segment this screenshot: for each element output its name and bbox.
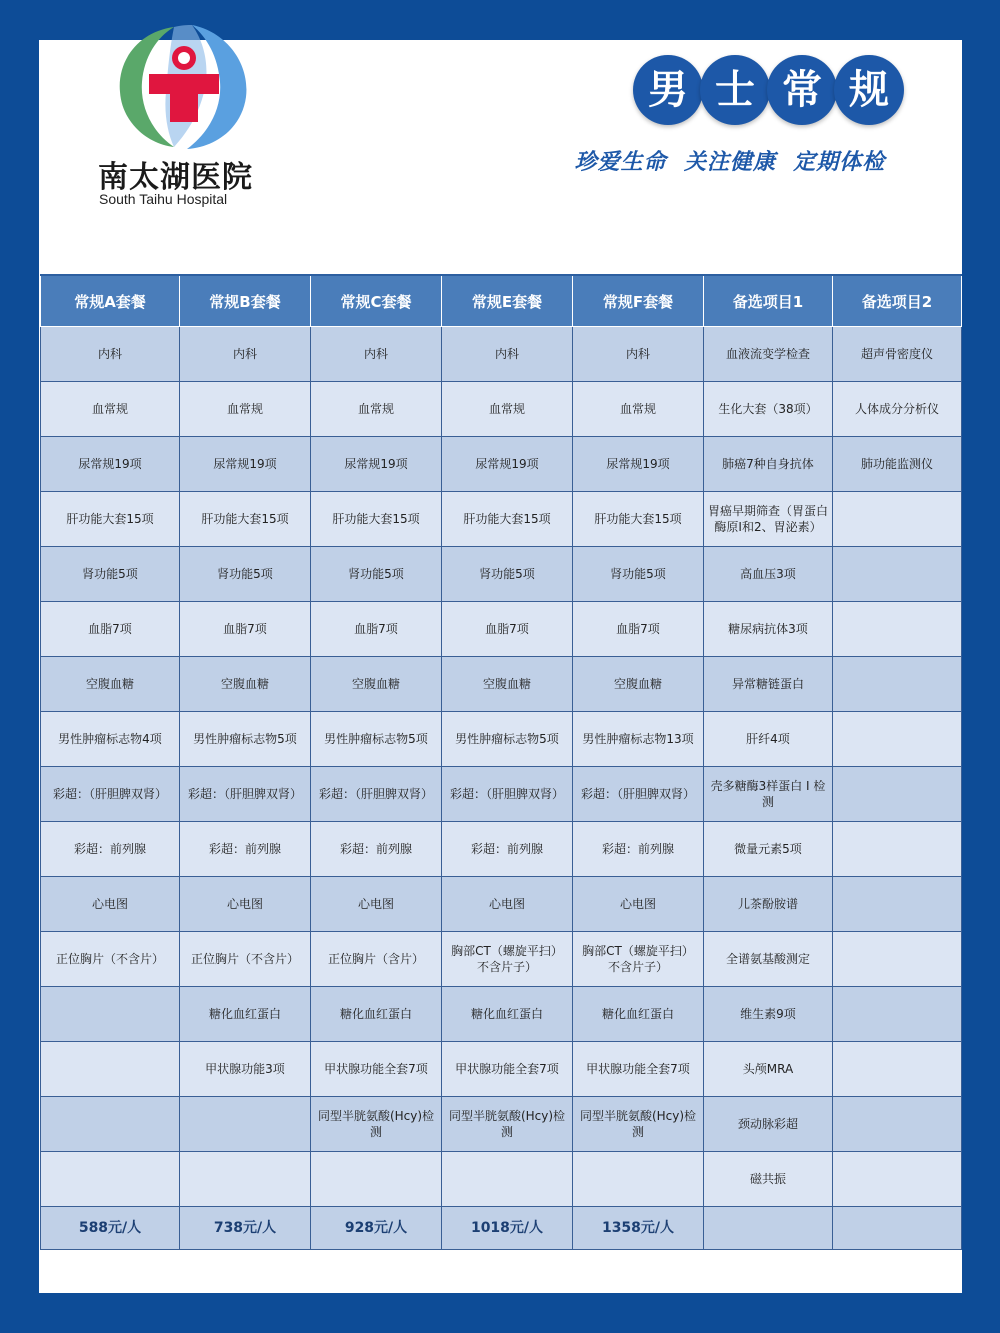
table-row (41, 712, 962, 767)
table-cell: 内科 (573, 327, 704, 382)
table-row (41, 382, 962, 437)
table-cell: 甲状腺功能全套7项 (311, 1042, 442, 1097)
table-cell: 糖化血红蛋白 (180, 987, 311, 1042)
table-cell: 壳多糖酶3样蛋白 I 检测 (704, 767, 833, 822)
table-row (41, 877, 962, 932)
table-row (41, 822, 962, 877)
table-cell: 血常规 (573, 382, 704, 437)
table-cell: 血液流变学检查 (704, 327, 833, 382)
table-cell: 血脂7项 (311, 602, 442, 657)
table-cell (180, 1152, 311, 1207)
title-char-1: 男 (633, 55, 703, 125)
table-cell: 内科 (442, 327, 573, 382)
slogan: 珍爱生命 关注健康 定期体检 (574, 150, 886, 175)
header-package-f: 常规F套餐 (573, 275, 704, 327)
table-row (41, 492, 962, 547)
table-cell: 血常规 (442, 382, 573, 437)
table-cell (833, 877, 962, 932)
table-cell: 尿常规19项 (41, 437, 180, 492)
table-cell: 男性肿瘤标志物4项 (41, 712, 180, 767)
table-cell: 肝功能大套15项 (573, 492, 704, 547)
table-cell: 尿常规19项 (573, 437, 704, 492)
header-optional-2: 备选项目2 (833, 275, 962, 327)
table-cell (833, 1097, 962, 1152)
table-cell (442, 1152, 573, 1207)
hospital-name-en: South Taihu Hospital (99, 191, 228, 207)
table-cell: 甲状腺功能3项 (180, 1042, 311, 1097)
table-cell (833, 822, 962, 877)
table-cell: 彩超：前列腺 (311, 822, 442, 877)
table-cell: 心电图 (41, 877, 180, 932)
table-cell: 肺功能监测仪 (833, 437, 962, 492)
table-row (41, 1042, 962, 1097)
table-cell: 肝功能大套15项 (442, 492, 573, 547)
table-row (41, 987, 962, 1042)
table-cell: 超声骨密度仪 (833, 327, 962, 382)
table-cell: 内科 (180, 327, 311, 382)
table-cell: 内科 (311, 327, 442, 382)
table-cell: 异常糖链蛋白 (704, 657, 833, 712)
table-cell: 同型半胱氨酸(Hcy)检测 (573, 1097, 704, 1152)
table-row (41, 1097, 962, 1152)
table-row (41, 932, 962, 987)
table-cell: 彩超：（肝胆脾双肾） (41, 767, 180, 822)
table-cell: 甲状腺功能全套7项 (573, 1042, 704, 1097)
table-cell: 胸部CT（螺旋平扫）不含片子） (573, 932, 704, 987)
table-cell (573, 1152, 704, 1207)
table-cell: 生化大套（38项） (704, 382, 833, 437)
table-cell (833, 602, 962, 657)
table-cell: 彩超：前列腺 (442, 822, 573, 877)
table-row (41, 1152, 962, 1207)
table-cell: 甲状腺功能全套7项 (442, 1042, 573, 1097)
table-cell: 彩超：（肝胆脾双肾） (573, 767, 704, 822)
table-cell: 血常规 (180, 382, 311, 437)
hospital-cross-logo-icon (112, 22, 252, 152)
table-cell: 肾功能5项 (180, 547, 311, 602)
table-cell: 空腹血糖 (573, 657, 704, 712)
table-cell: 血常规 (41, 382, 180, 437)
table-cell: 肝功能大套15项 (180, 492, 311, 547)
table-header-row (41, 275, 962, 327)
table-cell: 颈动脉彩超 (704, 1097, 833, 1152)
table-row (41, 767, 962, 822)
table-cell (41, 1042, 180, 1097)
table-cell: 同型半胱氨酸(Hcy)检测 (442, 1097, 573, 1152)
table-cell: 血常规 (311, 382, 442, 437)
price-cell (704, 1207, 833, 1250)
table-cell: 高血压3项 (704, 547, 833, 602)
table-cell: 男性肿瘤标志物13项 (573, 712, 704, 767)
price-cell: 738元/人 (180, 1207, 311, 1250)
table-cell: 全谱氨基酸测定 (704, 932, 833, 987)
table-cell (833, 657, 962, 712)
table-cell: 肝纤4项 (704, 712, 833, 767)
table-cell: 心电图 (180, 877, 311, 932)
table-cell (833, 1152, 962, 1207)
table-cell (180, 1097, 311, 1152)
table-cell: 彩超：（肝胆脾双肾） (442, 767, 573, 822)
table-cell: 儿茶酚胺谱 (704, 877, 833, 932)
table-row (41, 327, 962, 382)
table-cell (833, 492, 962, 547)
table-row (41, 437, 962, 492)
header-package-c: 常规C套餐 (311, 275, 442, 327)
header-optional-1: 备选项目1 (704, 275, 833, 327)
page-title (595, 55, 889, 125)
table-cell: 肝功能大套15项 (311, 492, 442, 547)
table-cell (41, 987, 180, 1042)
table-cell: 彩超：（肝胆脾双肾） (311, 767, 442, 822)
table-cell: 空腹血糖 (442, 657, 573, 712)
table-cell: 血脂7项 (41, 602, 180, 657)
table-cell: 血脂7项 (573, 602, 704, 657)
table-cell: 肾功能5项 (442, 547, 573, 602)
table-cell: 胸部CT（螺旋平扫）不含片子） (442, 932, 573, 987)
table-cell: 男性肿瘤标志物5项 (180, 712, 311, 767)
table-cell: 心电图 (442, 877, 573, 932)
table-cell: 正位胸片（不含片） (41, 932, 180, 987)
table-cell (833, 547, 962, 602)
table-row (41, 547, 962, 602)
table-cell: 磁共振 (704, 1152, 833, 1207)
table-cell: 糖化血红蛋白 (442, 987, 573, 1042)
table-row (41, 602, 962, 657)
title-char-3: 常 (767, 55, 837, 125)
table-cell: 肺癌7种自身抗体 (704, 437, 833, 492)
price-row (41, 1207, 962, 1250)
table-cell: 人体成分分析仪 (833, 382, 962, 437)
table-cell (833, 1042, 962, 1097)
table-cell: 肾功能5项 (41, 547, 180, 602)
table-cell: 血脂7项 (442, 602, 573, 657)
title-char-4: 规 (834, 55, 904, 125)
table-cell: 彩超：前列腺 (573, 822, 704, 877)
table-cell: 内科 (41, 327, 180, 382)
table-cell: 男性肿瘤标志物5项 (311, 712, 442, 767)
header-package-e: 常规E套餐 (442, 275, 573, 327)
table-cell (833, 987, 962, 1042)
hospital-name-cn: 南太湖医院 (98, 160, 253, 195)
table-cell: 心电图 (573, 877, 704, 932)
table-cell: 微量元素5项 (704, 822, 833, 877)
table-cell: 尿常规19项 (180, 437, 311, 492)
table-cell: 心电图 (311, 877, 442, 932)
table-cell: 尿常规19项 (311, 437, 442, 492)
table-cell: 空腹血糖 (41, 657, 180, 712)
table-cell: 糖尿病抗体3项 (704, 602, 833, 657)
table-cell: 维生素9项 (704, 987, 833, 1042)
table-cell: 同型半胱氨酸(Hcy)检测 (311, 1097, 442, 1152)
package-table (40, 274, 962, 1250)
table-cell (311, 1152, 442, 1207)
table-cell: 头颅MRA (704, 1042, 833, 1097)
table-cell: 彩超：前列腺 (180, 822, 311, 877)
header-package-a: 常规A套餐 (41, 275, 180, 327)
table-cell: 彩超：（肝胆脾双肾） (180, 767, 311, 822)
table-cell (833, 932, 962, 987)
table-cell: 肾功能5项 (573, 547, 704, 602)
table-cell: 正位胸片（不含片） (180, 932, 311, 987)
table-cell: 彩超：前列腺 (41, 822, 180, 877)
table-cell: 糖化血红蛋白 (311, 987, 442, 1042)
table-row (41, 657, 962, 712)
table-cell (41, 1152, 180, 1207)
table-cell: 胃癌早期筛查（胃蛋白酶原I和2、胃泌素） (704, 492, 833, 547)
price-cell: 588元/人 (41, 1207, 180, 1250)
table-cell (833, 767, 962, 822)
table-cell: 空腹血糖 (180, 657, 311, 712)
price-cell: 1358元/人 (573, 1207, 704, 1250)
table-cell: 正位胸片（含片） (311, 932, 442, 987)
table-cell: 空腹血糖 (311, 657, 442, 712)
table-cell (833, 712, 962, 767)
table-cell: 尿常规19项 (442, 437, 573, 492)
table-cell: 肝功能大套15项 (41, 492, 180, 547)
price-cell: 928元/人 (311, 1207, 442, 1250)
header-package-b: 常规B套餐 (180, 275, 311, 327)
price-cell (833, 1207, 962, 1250)
price-cell: 1018元/人 (442, 1207, 573, 1250)
table-cell: 肾功能5项 (311, 547, 442, 602)
table-cell (41, 1097, 180, 1152)
title-char-2: 士 (700, 55, 770, 125)
table-cell: 糖化血红蛋白 (573, 987, 704, 1042)
table-cell: 血脂7项 (180, 602, 311, 657)
table-cell: 男性肿瘤标志物5项 (442, 712, 573, 767)
